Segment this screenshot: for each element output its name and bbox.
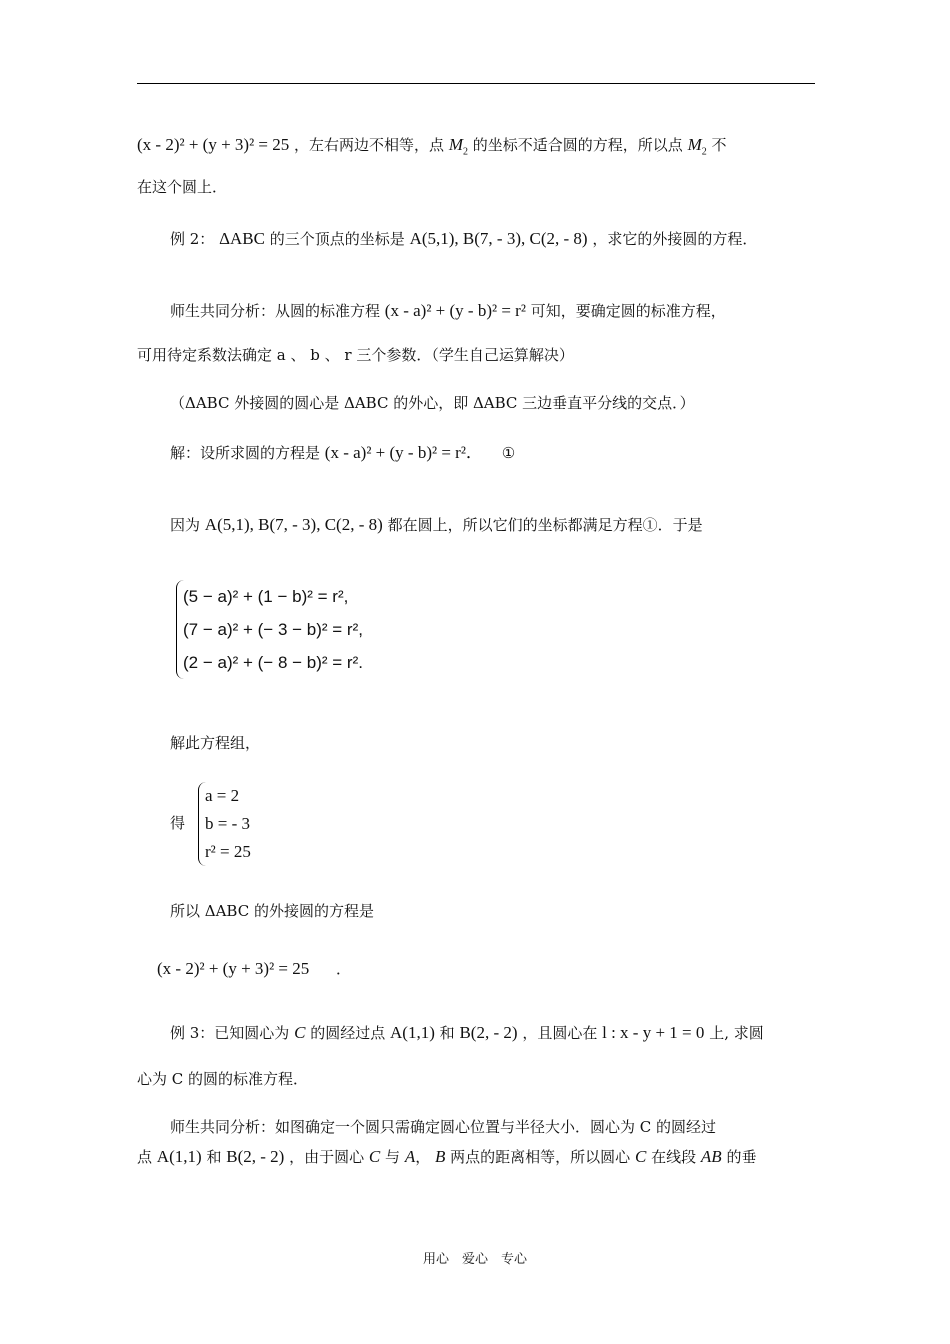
solve-text: 解此方程组， xyxy=(170,734,261,752)
analysis-2-line-1: 师生共同分析：如图确定一个圆只需确定圆心位置与半径大小．圆心为 C 的圆经过 xyxy=(170,1118,717,1136)
example-3-line-2: 心为 C 的圆的标准方程． xyxy=(137,1070,309,1088)
paragraph-1-line-1: (x - 2)² + (y + 3)² = 25 ，左右两边不相等，点 $M_2$ 的坐标不适合圆的方程，所以点 $M_2$ 不 xyxy=(137,135,727,158)
analysis-1-line-1: 师生共同分析：从圆的标准方程 (x - a)² + (y - b)² = r² 可知，要确定圆的标准方程， xyxy=(170,301,726,320)
get-label: 得 xyxy=(170,814,186,832)
system-equation-2: (7 − a)² + (− 3 − b)² = r², xyxy=(183,620,363,639)
equation-system xyxy=(176,580,423,679)
so-text: 所以 ΔABC 的外接圆的方程是 xyxy=(170,902,374,920)
parenthetical-note: （ΔABC 外接圆的圆心是 ΔABC 的外心，即 ΔABC 三边垂直平分线的交点．） xyxy=(170,394,695,412)
result-a: a = 2 xyxy=(205,786,240,805)
example-3-line-1: 例 3：已知圆心为 C 的圆经过点 A(1,1) 和 B(2, - 2) ，且圆心在 l : x - y + 1 = 0 上, 求圆 xyxy=(170,1023,764,1042)
system-equation-1: (5 − a)² + (1 − b)² = r², xyxy=(183,587,349,606)
analysis-1-line-2: 可用待定系数法确定 a 、 b 、 r 三个参数．（学生自己运算解决） xyxy=(137,346,574,364)
since-line: 因为 A(5,1), B(7, - 3), C(2, - 8) 都在圆上，所以它们的坐标都满足方程①．于是 xyxy=(170,515,703,534)
result-b: b = - 3 xyxy=(205,814,250,833)
header-rule xyxy=(137,83,815,84)
example-2-statement: 例 2： ΔABC 的三个顶点的坐标是 A(5,1), B(7, - 3), C(2, - 8) ，求它的外接圆的方程． xyxy=(170,229,758,248)
final-equation: (x - 2)² + (y + 3)² = 25 ． xyxy=(157,959,352,978)
paragraph-1-line-2: 在这个圆上． xyxy=(137,178,228,196)
solution-line: 解：设所求圆的方程是 (x - a)² + (y - b)² = r²． ① xyxy=(170,443,516,462)
analysis-2-line-2: 点 A(1,1) 和 B(2, - 2) ，由于圆心 C 与 A， B 两点的距离相等，所以圆心 C 在线段 AB 的垂 xyxy=(137,1147,757,1166)
equation: (x - 2)² + (y + 3)² = 25 xyxy=(137,135,290,154)
page-footer: 用心 爱心 专心 xyxy=(422,1252,527,1267)
result-system xyxy=(198,782,325,866)
result-r: r² = 25 xyxy=(205,842,251,861)
system-equation-3: (2 − a)² + (− 8 − b)² = r². xyxy=(183,653,363,672)
